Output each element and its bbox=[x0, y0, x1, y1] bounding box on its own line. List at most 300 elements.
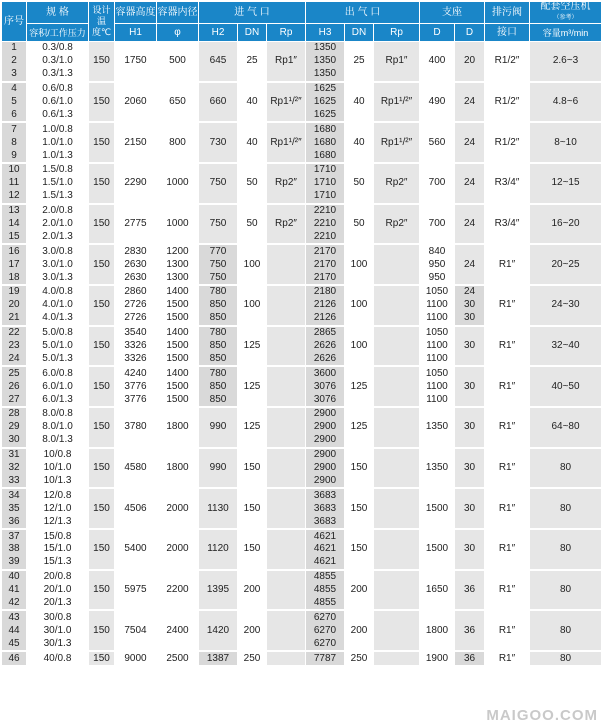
header-comp-top bbox=[530, 2, 602, 24]
cell-spec: 12/1.3 bbox=[27, 515, 89, 529]
header-height-sub: H1 bbox=[115, 24, 157, 42]
cell-spec: 12/0.8 bbox=[27, 488, 89, 502]
cell-h3: 4855 bbox=[306, 597, 345, 611]
cell-h1: 2726 bbox=[115, 312, 157, 326]
cell-spec: 20/1.3 bbox=[27, 597, 89, 611]
cell-h3: 3683 bbox=[306, 515, 345, 529]
cell-spec: 0.3/0.8 bbox=[27, 42, 89, 55]
header-comp-sub: 容量m³/min bbox=[530, 24, 602, 42]
table-row bbox=[2, 407, 602, 421]
cell-seq: 39 bbox=[2, 556, 27, 570]
cell-outlet-rp bbox=[374, 285, 420, 326]
cell-spec: 40/0.8 bbox=[27, 651, 89, 665]
cell-phi: 1400 bbox=[157, 326, 199, 340]
cell-seq: 13 bbox=[2, 204, 27, 218]
header-drain-top: 排污阀 bbox=[485, 2, 530, 24]
table-row bbox=[2, 244, 602, 258]
cell-seq: 40 bbox=[2, 570, 27, 584]
table-row bbox=[2, 529, 602, 543]
cell-inlet-dn: 40 bbox=[238, 122, 267, 163]
cell-support-d2: 30 bbox=[455, 448, 485, 489]
table-row bbox=[2, 82, 602, 96]
cell-h3: 2210 bbox=[306, 204, 345, 218]
cell-outlet-rp: Rp2″ bbox=[374, 204, 420, 245]
cell-h3: 2900 bbox=[306, 407, 345, 421]
cell-h1: 5400 bbox=[115, 529, 157, 570]
cell-seq: 41 bbox=[2, 584, 27, 597]
cell-inlet-rp bbox=[267, 570, 306, 611]
cell-spec: 1.0/0.8 bbox=[27, 122, 89, 136]
cell-inlet-rp: Rp1¹/²″ bbox=[267, 122, 306, 163]
cell-outlet-dn: 50 bbox=[345, 163, 374, 204]
cell-drain: R1/2″ bbox=[485, 82, 530, 123]
cell-spec: 0.6/1.3 bbox=[27, 108, 89, 122]
cell-seq: 5 bbox=[2, 96, 27, 109]
cell-spec: 1.5/1.0 bbox=[27, 177, 89, 190]
cell-inlet-dn: 200 bbox=[238, 570, 267, 611]
cell-seq: 31 bbox=[2, 448, 27, 462]
cell-h1: 2630 bbox=[115, 258, 157, 271]
cell-spec: 30/0.8 bbox=[27, 610, 89, 624]
cell-h3: 1680 bbox=[306, 149, 345, 163]
cell-phi: 2400 bbox=[157, 610, 199, 651]
cell-capacity: 64~80 bbox=[530, 407, 602, 448]
header-drain-sub: 接口 bbox=[485, 24, 530, 42]
table-row bbox=[2, 122, 602, 136]
header-diameter-top: 容器内径 bbox=[157, 2, 199, 24]
cell-phi: 1500 bbox=[157, 380, 199, 393]
cell-phi: 1000 bbox=[157, 163, 199, 204]
cell-drain: R1″ bbox=[485, 488, 530, 529]
cell-outlet-rp bbox=[374, 244, 420, 285]
cell-seq: 23 bbox=[2, 340, 27, 353]
cell-capacity: 80 bbox=[530, 448, 602, 489]
cell-h3: 2170 bbox=[306, 271, 345, 285]
cell-phi: 1500 bbox=[157, 393, 199, 407]
cell-h3: 1680 bbox=[306, 136, 345, 149]
cell-spec: 5.0/1.0 bbox=[27, 340, 89, 353]
cell-drain: R1″ bbox=[485, 570, 530, 611]
cell-seq: 8 bbox=[2, 136, 27, 149]
cell-inlet-dn: 125 bbox=[238, 407, 267, 448]
cell-h3: 1350 bbox=[306, 68, 345, 82]
cell-capacity: 80 bbox=[530, 529, 602, 570]
cell-spec: 2.0/1.0 bbox=[27, 218, 89, 231]
cell-h1: 2860 bbox=[115, 285, 157, 299]
cell-phi: 1400 bbox=[157, 285, 199, 299]
cell-support-d2: 30 bbox=[455, 312, 485, 326]
cell-outlet-rp bbox=[374, 570, 420, 611]
cell-support-d2: 30 bbox=[455, 488, 485, 529]
table-row bbox=[2, 570, 602, 584]
cell-seq: 22 bbox=[2, 326, 27, 340]
cell-seq: 28 bbox=[2, 407, 27, 421]
cell-h3: 2126 bbox=[306, 299, 345, 312]
cell-drain: R1″ bbox=[485, 326, 530, 367]
cell-h3: 1350 bbox=[306, 42, 345, 55]
cell-h2: 730 bbox=[199, 122, 238, 163]
cell-h2: 750 bbox=[199, 163, 238, 204]
cell-support-d2: 24 bbox=[455, 244, 485, 285]
cell-spec: 1.0/1.3 bbox=[27, 149, 89, 163]
cell-phi: 1800 bbox=[157, 407, 199, 448]
cell-seq: 6 bbox=[2, 108, 27, 122]
cell-h3: 3683 bbox=[306, 488, 345, 502]
header-comp-title: 配套空压机 bbox=[540, 1, 591, 12]
cell-phi: 1500 bbox=[157, 312, 199, 326]
cell-seq: 11 bbox=[2, 177, 27, 190]
cell-spec: 4.0/1.0 bbox=[27, 299, 89, 312]
cell-h3: 3076 bbox=[306, 380, 345, 393]
cell-support-d1: 700 bbox=[420, 163, 455, 204]
cell-h3: 2900 bbox=[306, 448, 345, 462]
cell-h3: 2900 bbox=[306, 434, 345, 448]
cell-support-d2: 30 bbox=[455, 326, 485, 367]
cell-h1: 1750 bbox=[115, 42, 157, 82]
cell-h2: 850 bbox=[199, 340, 238, 353]
cell-drain: R1″ bbox=[485, 285, 530, 326]
cell-outlet-dn: 250 bbox=[345, 651, 374, 665]
cell-h3: 3683 bbox=[306, 502, 345, 515]
cell-capacity: 24~30 bbox=[530, 285, 602, 326]
header-inlet-dn: DN bbox=[238, 24, 267, 42]
cell-design-temp: 150 bbox=[89, 122, 115, 163]
cell-h3: 2170 bbox=[306, 244, 345, 258]
cell-phi: 500 bbox=[157, 42, 199, 82]
cell-h2: 850 bbox=[199, 380, 238, 393]
cell-phi: 1300 bbox=[157, 258, 199, 271]
cell-outlet-rp bbox=[374, 610, 420, 651]
cell-seq: 12 bbox=[2, 190, 27, 204]
cell-h2: 645 bbox=[199, 42, 238, 82]
cell-design-temp: 150 bbox=[89, 42, 115, 82]
cell-h3: 1680 bbox=[306, 122, 345, 136]
cell-h3: 2626 bbox=[306, 340, 345, 353]
header-outlet-rp: Rp bbox=[374, 24, 420, 42]
cell-phi: 2000 bbox=[157, 529, 199, 570]
cell-h3: 1625 bbox=[306, 96, 345, 109]
header-outlet-dn: DN bbox=[345, 24, 374, 42]
cell-drain: R1″ bbox=[485, 366, 530, 407]
cell-inlet-dn: 250 bbox=[238, 651, 267, 665]
cell-seq: 9 bbox=[2, 149, 27, 163]
cell-design-temp: 150 bbox=[89, 366, 115, 407]
cell-support-d1: 700 bbox=[420, 204, 455, 245]
header-outlet-group: 出 气 口 bbox=[306, 2, 420, 24]
cell-h3: 4855 bbox=[306, 584, 345, 597]
cell-h1: 2060 bbox=[115, 82, 157, 123]
cell-support-d2: 30 bbox=[455, 407, 485, 448]
cell-spec: 8.0/1.0 bbox=[27, 421, 89, 434]
cell-h2: 750 bbox=[199, 258, 238, 271]
cell-seq: 36 bbox=[2, 515, 27, 529]
cell-support-d2: 20 bbox=[455, 42, 485, 82]
cell-inlet-rp bbox=[267, 651, 306, 665]
cell-drain: R1″ bbox=[485, 529, 530, 570]
cell-seq: 25 bbox=[2, 366, 27, 380]
header-design-temp: 设计温度℃ bbox=[89, 2, 115, 42]
cell-capacity: 4.8~6 bbox=[530, 82, 602, 123]
cell-inlet-dn: 100 bbox=[238, 244, 267, 285]
cell-spec: 30/1.0 bbox=[27, 624, 89, 637]
cell-phi: 1200 bbox=[157, 244, 199, 258]
cell-capacity: 40~50 bbox=[530, 366, 602, 407]
spec-body bbox=[2, 42, 602, 665]
cell-spec: 4.0/1.3 bbox=[27, 312, 89, 326]
cell-h1: 2726 bbox=[115, 299, 157, 312]
cell-spec: 0.3/1.3 bbox=[27, 68, 89, 82]
cell-inlet-dn: 50 bbox=[238, 163, 267, 204]
cell-h3: 1625 bbox=[306, 82, 345, 96]
cell-h2: 750 bbox=[199, 271, 238, 285]
cell-drain: R1″ bbox=[485, 448, 530, 489]
cell-seq: 35 bbox=[2, 502, 27, 515]
cell-outlet-dn: 40 bbox=[345, 82, 374, 123]
table-row bbox=[2, 488, 602, 502]
cell-h1: 2150 bbox=[115, 122, 157, 163]
cell-support-d1: 1350 bbox=[420, 448, 455, 489]
cell-h3: 2126 bbox=[306, 312, 345, 326]
cell-spec: 8.0/1.3 bbox=[27, 434, 89, 448]
cell-h3: 2210 bbox=[306, 230, 345, 244]
cell-seq: 1 bbox=[2, 42, 27, 55]
cell-outlet-dn: 200 bbox=[345, 570, 374, 611]
cell-spec: 30/1.3 bbox=[27, 637, 89, 651]
cell-seq: 7 bbox=[2, 122, 27, 136]
cell-h2: 990 bbox=[199, 407, 238, 448]
spec-table bbox=[1, 1, 602, 665]
cell-h2: 990 bbox=[199, 448, 238, 489]
cell-support-d1: 560 bbox=[420, 122, 455, 163]
cell-inlet-dn: 100 bbox=[238, 285, 267, 326]
cell-inlet-rp bbox=[267, 285, 306, 326]
cell-h1: 2775 bbox=[115, 204, 157, 245]
cell-h1: 4506 bbox=[115, 488, 157, 529]
cell-seq: 15 bbox=[2, 230, 27, 244]
cell-h2: 850 bbox=[199, 299, 238, 312]
cell-h1: 5975 bbox=[115, 570, 157, 611]
cell-spec: 15/1.0 bbox=[27, 543, 89, 556]
cell-drain: R3/4″ bbox=[485, 204, 530, 245]
table-row bbox=[2, 651, 602, 665]
table-row bbox=[2, 326, 602, 340]
cell-design-temp: 150 bbox=[89, 651, 115, 665]
cell-seq: 46 bbox=[2, 651, 27, 665]
cell-support-d2: 24 bbox=[455, 204, 485, 245]
cell-capacity: 12~15 bbox=[530, 163, 602, 204]
cell-seq: 43 bbox=[2, 610, 27, 624]
cell-support-d1: 950 bbox=[420, 271, 455, 285]
cell-drain: R1″ bbox=[485, 244, 530, 285]
cell-design-temp: 150 bbox=[89, 610, 115, 651]
cell-support-d2: 30 bbox=[455, 366, 485, 407]
cell-spec: 6.0/1.0 bbox=[27, 380, 89, 393]
cell-outlet-rp bbox=[374, 407, 420, 448]
cell-spec: 5.0/1.3 bbox=[27, 352, 89, 366]
cell-h2: 850 bbox=[199, 312, 238, 326]
cell-h3: 2626 bbox=[306, 352, 345, 366]
cell-h1: 2290 bbox=[115, 163, 157, 204]
cell-support-d1: 1100 bbox=[420, 393, 455, 407]
cell-outlet-dn: 150 bbox=[345, 448, 374, 489]
cell-inlet-rp bbox=[267, 407, 306, 448]
header-diameter-sub: φ bbox=[157, 24, 199, 42]
header-comp-note: （参考） bbox=[553, 15, 578, 21]
table-row bbox=[2, 204, 602, 218]
cell-inlet-dn: 150 bbox=[238, 529, 267, 570]
cell-capacity: 80 bbox=[530, 651, 602, 665]
cell-spec: 15/1.3 bbox=[27, 556, 89, 570]
cell-support-d2: 36 bbox=[455, 651, 485, 665]
cell-outlet-rp: Rp1¹/²″ bbox=[374, 122, 420, 163]
cell-capacity: 16~20 bbox=[530, 204, 602, 245]
cell-capacity: 32~40 bbox=[530, 326, 602, 367]
cell-seq: 42 bbox=[2, 597, 27, 611]
cell-h3: 2170 bbox=[306, 258, 345, 271]
cell-spec: 15/0.8 bbox=[27, 529, 89, 543]
cell-seq: 29 bbox=[2, 421, 27, 434]
cell-seq: 26 bbox=[2, 380, 27, 393]
cell-spec: 1.0/1.0 bbox=[27, 136, 89, 149]
cell-outlet-dn: 150 bbox=[345, 488, 374, 529]
cell-seq: 2 bbox=[2, 55, 27, 68]
cell-spec: 10/0.8 bbox=[27, 448, 89, 462]
table-row bbox=[2, 285, 602, 299]
cell-seq: 24 bbox=[2, 352, 27, 366]
header-seq: 序号 bbox=[2, 2, 27, 42]
cell-h2: 660 bbox=[199, 82, 238, 123]
watermark: MAIGOO.COM bbox=[486, 707, 598, 724]
cell-h3: 3076 bbox=[306, 393, 345, 407]
cell-outlet-rp bbox=[374, 529, 420, 570]
cell-support-d2: 30 bbox=[455, 299, 485, 312]
cell-seq: 21 bbox=[2, 312, 27, 326]
header-support-group: 支座 bbox=[420, 2, 485, 24]
cell-seq: 17 bbox=[2, 258, 27, 271]
cell-support-d1: 1350 bbox=[420, 407, 455, 448]
cell-support-d1: 1650 bbox=[420, 570, 455, 611]
cell-support-d1: 490 bbox=[420, 82, 455, 123]
cell-design-temp: 150 bbox=[89, 529, 115, 570]
cell-phi: 1400 bbox=[157, 366, 199, 380]
cell-phi: 2200 bbox=[157, 570, 199, 611]
cell-h3: 4855 bbox=[306, 570, 345, 584]
cell-spec: 1.5/0.8 bbox=[27, 163, 89, 177]
cell-h2: 1130 bbox=[199, 488, 238, 529]
table-row bbox=[2, 610, 602, 624]
header-outlet-h3: H3 bbox=[306, 24, 345, 42]
cell-h3: 1710 bbox=[306, 163, 345, 177]
cell-h3: 2865 bbox=[306, 326, 345, 340]
cell-spec: 1.5/1.3 bbox=[27, 190, 89, 204]
cell-inlet-rp: Rp2″ bbox=[267, 204, 306, 245]
cell-outlet-rp bbox=[374, 651, 420, 665]
cell-inlet-dn: 50 bbox=[238, 204, 267, 245]
cell-h2: 1387 bbox=[199, 651, 238, 665]
cell-h1: 3326 bbox=[115, 352, 157, 366]
header-height-top: 容器高度 bbox=[115, 2, 157, 24]
cell-h3: 1710 bbox=[306, 177, 345, 190]
table-row bbox=[2, 366, 602, 380]
cell-h1: 7504 bbox=[115, 610, 157, 651]
cell-inlet-dn: 150 bbox=[238, 448, 267, 489]
cell-design-temp: 150 bbox=[89, 407, 115, 448]
cell-h3: 1350 bbox=[306, 55, 345, 68]
cell-outlet-rp bbox=[374, 488, 420, 529]
header-support-d1: D bbox=[420, 24, 455, 42]
cell-inlet-rp bbox=[267, 610, 306, 651]
cell-h1: 4580 bbox=[115, 448, 157, 489]
cell-spec: 20/0.8 bbox=[27, 570, 89, 584]
cell-seq: 27 bbox=[2, 393, 27, 407]
cell-h3: 7787 bbox=[306, 651, 345, 665]
cell-seq: 16 bbox=[2, 244, 27, 258]
cell-h3: 6270 bbox=[306, 624, 345, 637]
cell-design-temp: 150 bbox=[89, 488, 115, 529]
cell-outlet-dn: 150 bbox=[345, 529, 374, 570]
cell-h1: 4240 bbox=[115, 366, 157, 380]
cell-outlet-rp: Rp2″ bbox=[374, 163, 420, 204]
cell-inlet-rp bbox=[267, 529, 306, 570]
cell-outlet-rp bbox=[374, 448, 420, 489]
cell-support-d1: 1100 bbox=[420, 380, 455, 393]
cell-outlet-dn: 50 bbox=[345, 204, 374, 245]
cell-phi: 1500 bbox=[157, 352, 199, 366]
cell-inlet-rp bbox=[267, 488, 306, 529]
cell-design-temp: 150 bbox=[89, 326, 115, 367]
cell-drain: R1/2″ bbox=[485, 42, 530, 82]
cell-capacity: 20~25 bbox=[530, 244, 602, 285]
cell-phi: 1500 bbox=[157, 299, 199, 312]
cell-seq: 3 bbox=[2, 68, 27, 82]
cell-h2: 780 bbox=[199, 285, 238, 299]
cell-capacity: 2.6~3 bbox=[530, 42, 602, 82]
table-row bbox=[2, 448, 602, 462]
cell-spec: 0.3/1.0 bbox=[27, 55, 89, 68]
cell-drain: R3/4″ bbox=[485, 163, 530, 204]
cell-support-d1: 1100 bbox=[420, 340, 455, 353]
cell-phi: 650 bbox=[157, 82, 199, 123]
header-spec-group: 规 格 bbox=[27, 2, 89, 24]
cell-h3: 1710 bbox=[306, 190, 345, 204]
cell-outlet-dn: 100 bbox=[345, 326, 374, 367]
cell-design-temp: 150 bbox=[89, 285, 115, 326]
cell-h1: 2830 bbox=[115, 244, 157, 258]
cell-inlet-rp: Rp1″ bbox=[267, 42, 306, 82]
cell-design-temp: 150 bbox=[89, 204, 115, 245]
cell-inlet-rp: Rp1¹/²″ bbox=[267, 82, 306, 123]
cell-h3: 3600 bbox=[306, 366, 345, 380]
cell-phi: 2000 bbox=[157, 488, 199, 529]
cell-support-d2: 36 bbox=[455, 610, 485, 651]
cell-h3: 6270 bbox=[306, 610, 345, 624]
header-spec-sub: 容积/工作压力 bbox=[27, 24, 89, 42]
cell-seq: 14 bbox=[2, 218, 27, 231]
cell-seq: 44 bbox=[2, 624, 27, 637]
cell-h3: 4621 bbox=[306, 556, 345, 570]
cell-design-temp: 150 bbox=[89, 448, 115, 489]
cell-h3: 2180 bbox=[306, 285, 345, 299]
cell-inlet-dn: 25 bbox=[238, 42, 267, 82]
cell-seq: 30 bbox=[2, 434, 27, 448]
cell-spec: 10/1.3 bbox=[27, 475, 89, 489]
cell-spec: 8.0/0.8 bbox=[27, 407, 89, 421]
cell-spec: 12/1.0 bbox=[27, 502, 89, 515]
cell-seq: 10 bbox=[2, 163, 27, 177]
cell-h3: 2900 bbox=[306, 462, 345, 475]
cell-spec: 3.0/1.3 bbox=[27, 271, 89, 285]
cell-h1: 3776 bbox=[115, 380, 157, 393]
